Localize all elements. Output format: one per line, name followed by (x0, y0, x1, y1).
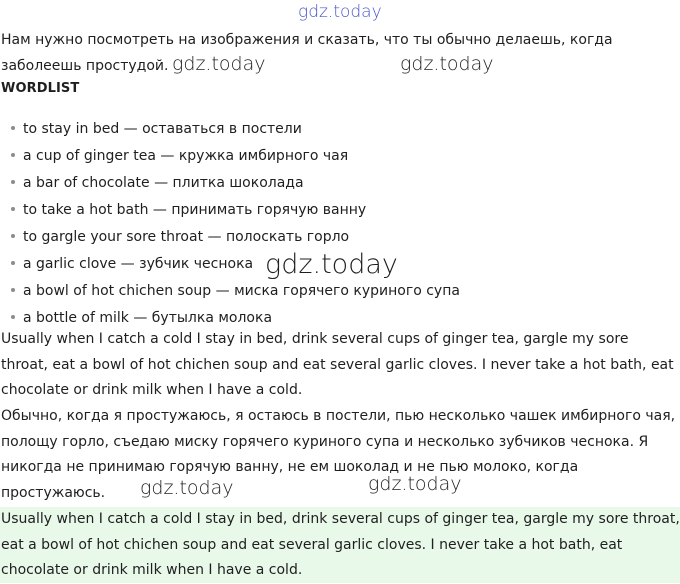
bullet-icon (11, 261, 15, 265)
wordlist (11, 116, 460, 332)
watermark: gdz.today (140, 477, 234, 499)
task-text: Нам нужно посмотреть на изображения и сказать, что ты обычно делаешь, когда заболеешь простудой. (1, 32, 613, 74)
watermark: gdz.today (368, 473, 462, 495)
bullet-icon (11, 315, 15, 319)
bullet-icon (11, 234, 15, 238)
watermark: gdz.today (400, 53, 494, 75)
list-item: a cup of ginger tea — кружка имбирного чая (11, 143, 460, 170)
bullet-icon (11, 180, 15, 184)
list-item: a garlic clove — зубчик чеснока (11, 251, 460, 278)
list-item: to take a hot bath — принимать горячую ванну (11, 197, 460, 224)
bullet-icon (11, 153, 15, 157)
bullet-icon (11, 288, 15, 292)
watermark-top: gdz.today (298, 2, 382, 22)
list-item: a bottle of milk — бутылка молока (11, 305, 460, 332)
list-item: a bar of chocolate — плитка шоколада (11, 170, 460, 197)
wordlist-heading: WORDLIST (1, 81, 80, 96)
list-item: a bowl of hot chichen soup — миска горячего куриного супа (11, 278, 460, 305)
watermark: gdz.today (172, 53, 266, 75)
answer-english: Usually when I catch a cold I stay in bed, drink several cups of ginger tea, gargle my sore throat, eat a bowl of hot chichen soup and eat several garlic cloves. I never take a hot bath, eat chocolate or drink milk when I have a cold. (1, 331, 674, 398)
list-item: to gargle your sore throat — полоскать горло (11, 224, 460, 251)
answer-english-highlighted: Usually when I catch a cold I stay in bed, drink several cups of ginger tea, gargle my sore throat, eat a bowl of hot chichen soup and eat several garlic cloves. I never take a hot bath, eat chocolate or drink milk when I have a cold. (0, 507, 680, 583)
bullet-icon (11, 207, 15, 211)
watermark: gdz.today (265, 249, 398, 280)
list-item: to stay in bed — оставаться в постели (11, 116, 460, 143)
bullet-icon (11, 126, 15, 130)
answer-russian: Обычно, когда я простужаюсь, я остаюсь в постели, пью несколько чашек имбирного чая, полощу горло, съедаю миску горячего куриного супа и несколько зубчиков чеснока. Я никогда не принимаю горячую ванну, не ем шоколад и не пью молоко, когда простужаюсь. (1, 408, 676, 501)
